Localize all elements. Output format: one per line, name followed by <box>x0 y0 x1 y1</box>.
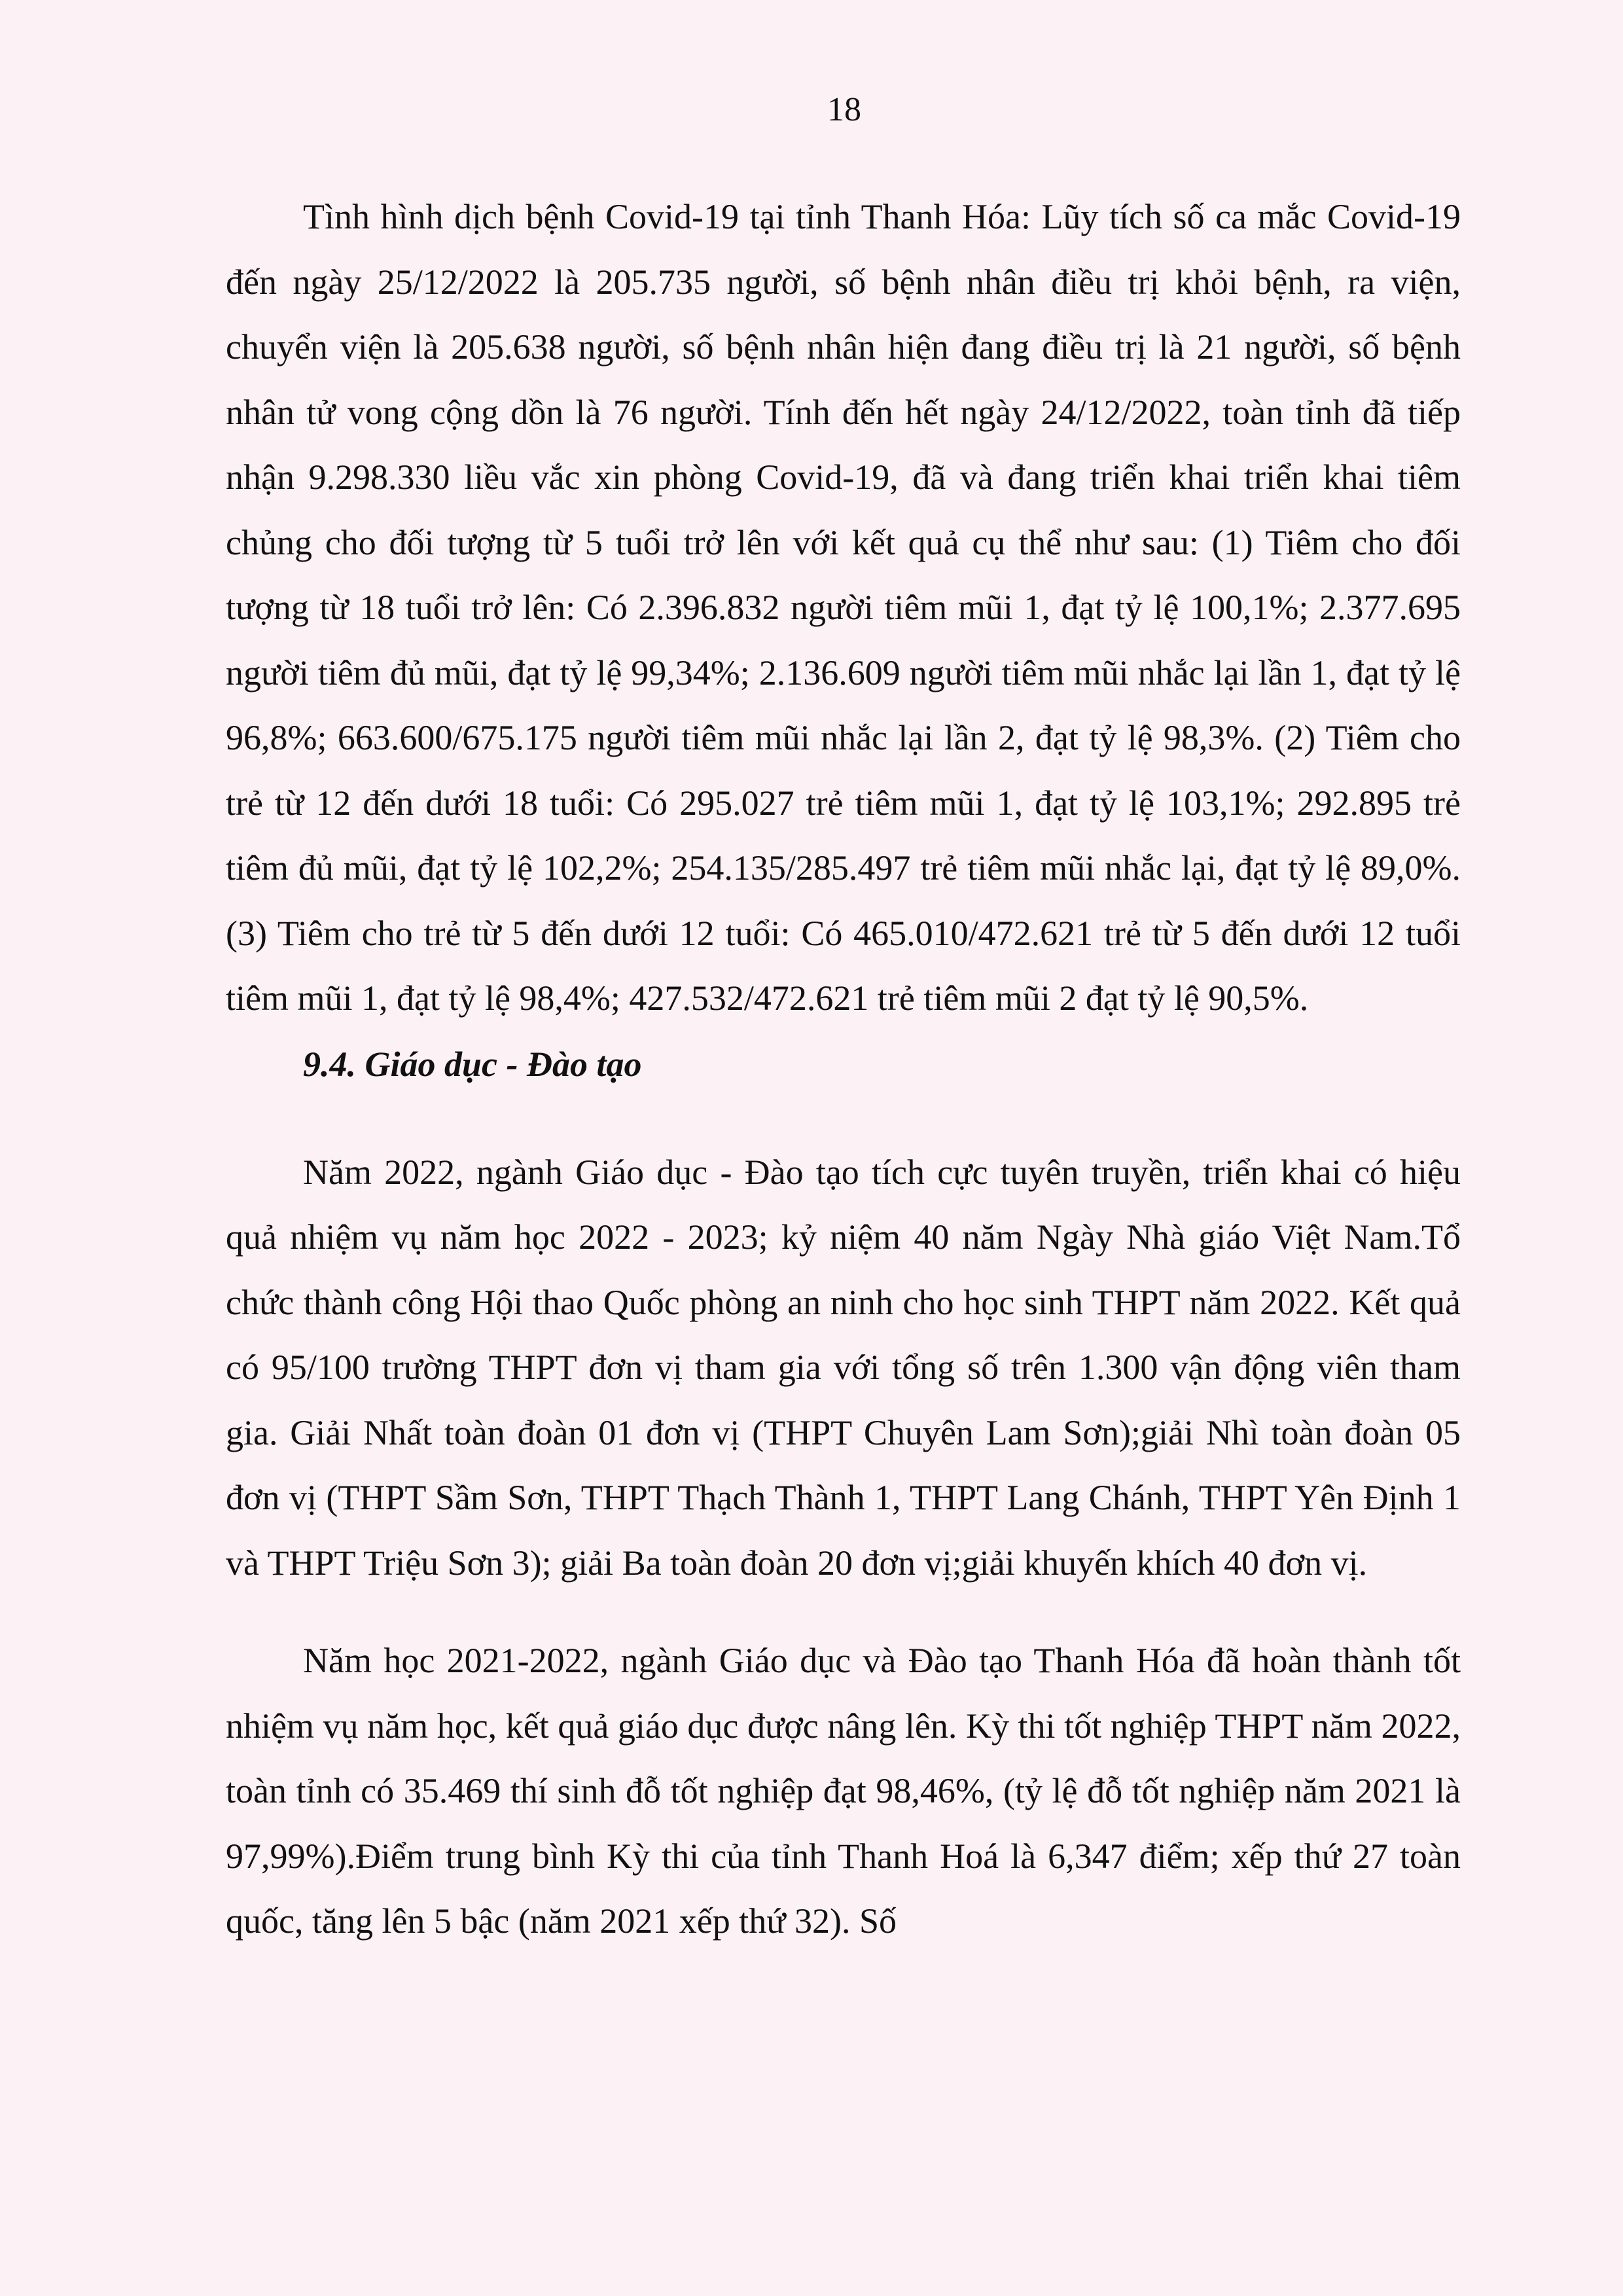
section-heading-education: 9.4. Giáo dục - Đào tạo <box>303 1044 642 1084</box>
education-paragraph-2: Năm học 2021-2022, ngành Giáo dục và Đào tạo Thanh Hóa đã hoàn thành tốt nhiệm vụ năm học, kết quả giáo dục được nâng lên. Kỳ thi tốt nghiệp THPT năm 2022, toàn tỉnh có 35.469 thí sinh đỗ tốt nghiệp đạt 98,46%, (tỷ lệ đỗ tốt nghiệp năm 2021 là 97,99%).Điểm trung bình Kỳ thi của tỉnh Thanh Hoá là 6,347 điểm; xếp thứ 27 toàn quốc, tăng lên 5 bậc (năm 2021 xếp thứ 32). Số <box>226 1641 1461 1941</box>
education-paragraph-1: Năm 2022, ngành Giáo dục - Đào tạo tích cực tuyên truyền, triển khai có hiệu quả nhiệm vụ năm học 2022 - 2023; kỷ niệm 40 năm Ngày Nhà giáo Việt Nam.Tổ chức thành công Hội thao Quốc phòng an ninh cho học sinh THPT năm 2022. Kết quả có 95/100 trường THPT đơn vị tham gia với tổng số trên 1.300 vận động viên tham gia. Giải Nhất toàn đoàn 01 đơn vị (THPT Chuyên Lam Sơn);giải Nhì toàn đoàn 05 đơn vị (THPT Sầm Sơn, THPT Thạch Thành 1, THPT Lang Chánh, THPT Yên Định 1 và THPT Triệu Sơn 3); giải Ba toàn đoàn 20 đơn vị;giải khuyến khích 40 đơn vị. <box>226 1152 1461 1583</box>
page-number: 18 <box>827 91 861 128</box>
page-content <box>226 185 1461 1954</box>
covid-paragraph: Tình hình dịch bệnh Covid-19 tại tỉnh Thanh Hóa: Lũy tích số ca mắc Covid-19 đến ngày 25/12/2022 là 205.735 người, số bệnh nhân điều trị khỏi bệnh, ra viện, chuyển viện là 205.638 người, số bệnh nhân hiện đang điều trị là 21 người, số bệnh nhân tử vong cộng dồn là 76 người. Tính đến hết ngày 24/12/2022, toàn tỉnh đã tiếp nhận 9.298.330 liều vắc xin phòng Covid-19, đã và đang triển khai triển khai tiêm chủng cho đối tượng từ 5 tuổi trở lên với kết quả cụ thể như sau: (1) Tiêm cho đối tượng từ 18 tuổi trở lên: Có 2.396.832 người tiêm mũi 1, đạt tỷ lệ 100,1%; 2.377.695 người tiêm đủ mũi, đạt tỷ lệ 99,34%; 2.136.609 người tiêm mũi nhắc lại lần 1, đạt tỷ lệ 96,8%; 663.600/675.175 người tiêm mũi nhắc lại lần 2, đạt tỷ lệ 98,3%. (2) Tiêm cho trẻ từ 12 đến dưới 18 tuổi: Có 295.027 trẻ tiêm mũi 1, đạt tỷ lệ 103,1%; 292.895 trẻ tiêm đủ mũi, đạt tỷ lệ 102,2%; 254.135/285.497 trẻ tiêm mũi nhắc lại, đạt tỷ lệ 89,0%. (3) Tiêm cho trẻ từ 5 đến dưới 12 tuổi: Có 465.010/472.621 trẻ từ 5 đến dưới 12 tuổi tiêm mũi 1, đạt tỷ lệ 98,4%; 427.532/472.621 trẻ tiêm mũi 2 đạt tỷ lệ 90,5%. <box>226 197 1461 1018</box>
